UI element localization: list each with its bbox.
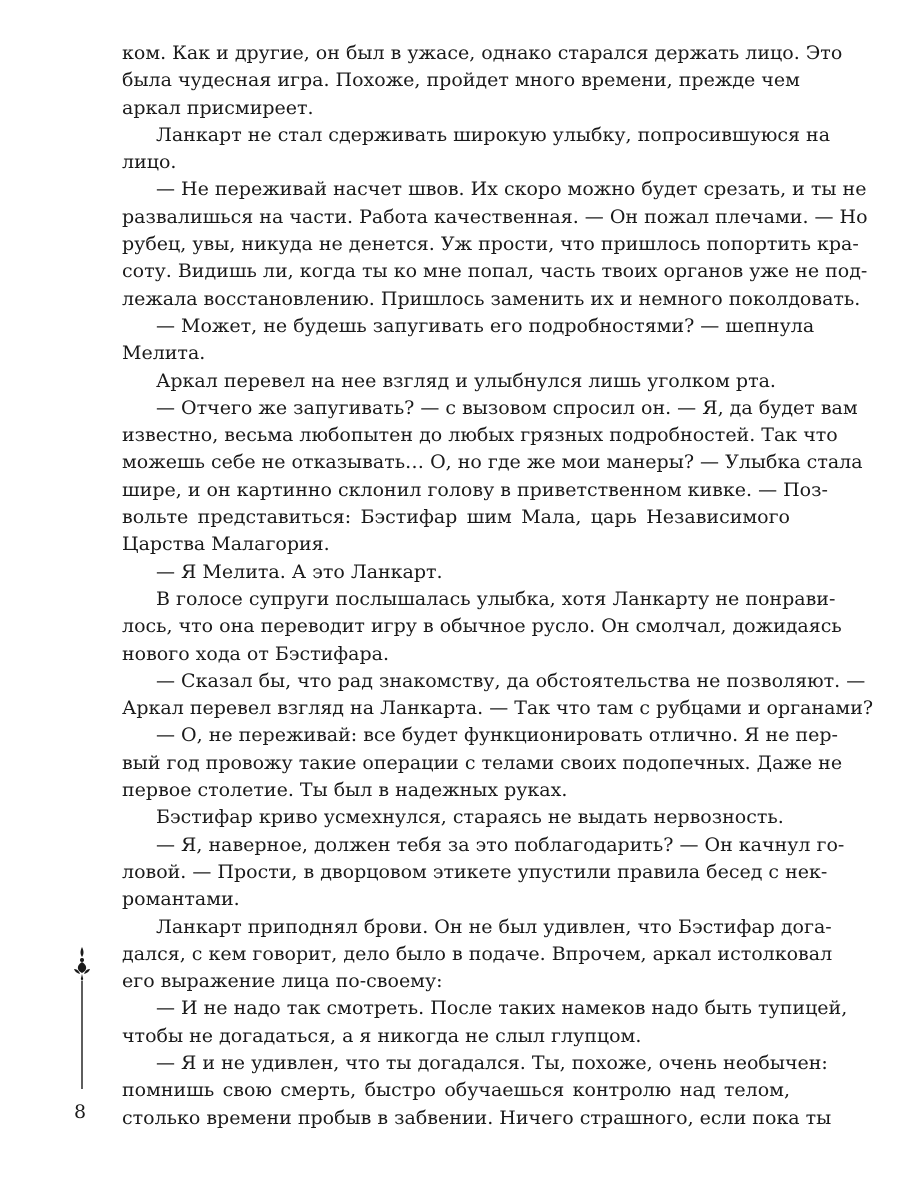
text-line: нового хода от Бэстифара. [122,642,390,665]
text-line: — Я Мелита. А это Ланкарт. [156,560,443,583]
text-line: — Может, не будешь запугивать его подробностями? — шепнула [156,314,815,337]
text-line: ком. Как и другие, он был в ужасе, однако старался держать лицо. Это [122,42,843,64]
text-line: лицо. [122,151,177,174]
text-line: Бэстифар криво усмехнулся, стараясь не выдать нервозность. [156,806,784,829]
text-line: — О, не переживай: все будет функционировать отлично. Я не пер- [156,724,838,747]
text-line: В голосе супруги послышалась улыбка, хотя Ланкарту не понрави- [156,587,836,610]
text-line: развалишься на части. Работа качественная. — Он пожал плечами. — Но [122,205,868,228]
text-line: была чудесная игра. Похоже, пройдет много времени, прежде чем [122,69,800,92]
text-line: вольте представиться: Бэстифар шим Мала, царь Независимого [122,506,790,529]
text-line: его выражение лица по-своему: [122,970,443,993]
text-line: ловой. — Прости, в дворцовом этикете упустили правила бесед с нек- [122,860,828,883]
text-line: Царства Малагория. [122,533,330,556]
text-line: шире, и он картинно склонил голову в приветственном кивке. — Поз- [122,478,828,501]
page-number: 8 [74,1101,87,1123]
text-line: — Отчего же запугивать? — с вызовом спросил он. — Я, да будет вам [156,396,858,419]
text-line: — Не переживай насчет швов. Их скоро можно будет срезать, и ты не [156,178,867,201]
text-line: — Я, наверное, должен тебя за это поблагодарить? — Он качнул го- [156,833,845,856]
text-line: известно, весьма любопытен до любых грязных подробностей. Так что [122,424,838,447]
vertical-flourish-icon [70,945,94,1090]
body-text [122,40,874,1132]
text-line: помнишь свою смерть, быстро обучаешься контролю над телом, [122,1079,790,1102]
text-line: лось, что она переводит игру в обычное русло. Он смолчал, дожидаясь [122,615,842,638]
text-line: — И не надо так смотреть. После таких намеков надо быть тупицей, [156,997,848,1020]
text-line: рубец, увы, никуда не денется. Уж прости, что пришлось попортить кра- [122,233,859,256]
text-line: чтобы не догадаться, а я никогда не слыл глупцом. [122,1024,642,1047]
text-line: первое столетие. Ты был в надежных руках. [122,779,568,802]
text-line: дался, с кем говорит, дело было в подаче. Впрочем, аркал истолковал [122,942,833,965]
text-line: — Сказал бы, что рад знакомству, да обстоятельства не позволяют. — [156,669,866,692]
text-line: соту. Видишь ли, когда ты ко мне попал, часть твоих органов уже не под- [122,260,868,283]
text-line: столько времени пробыв в забвении. Ничего страшного, если пока ты [122,1106,832,1129]
text-line: Ланкарт приподнял брови. Он не был удивлен, что Бэстифар дога- [156,915,832,938]
text-line: романтами. [122,888,240,911]
text-line: Мелита. [122,342,206,365]
text-line: Аркал перевел на нее взгляд и улыбнулся лишь уголком рта. [156,369,776,392]
text-line: лежала восстановлению. Пришлось заменить их и немного поколдовать. [122,287,861,310]
text-line: вый год провожу такие операции с телами своих подопечных. Даже не [122,751,843,774]
text-line: Аркал перевел взгляд на Ланкарта. — Так что там с рубцами и органами? [122,697,874,720]
text-line: Ланкарт не стал сдерживать широкую улыбку, попросившуюся на [156,123,831,146]
text-line: аркал присмиреет. [122,96,314,119]
text-line: — Я и не удивлен, что ты догадался. Ты, похоже, очень необычен: [156,1051,828,1074]
text-line: можешь себе не отказывать… О, но где же мои манеры? — Улыбка стала [122,451,863,474]
